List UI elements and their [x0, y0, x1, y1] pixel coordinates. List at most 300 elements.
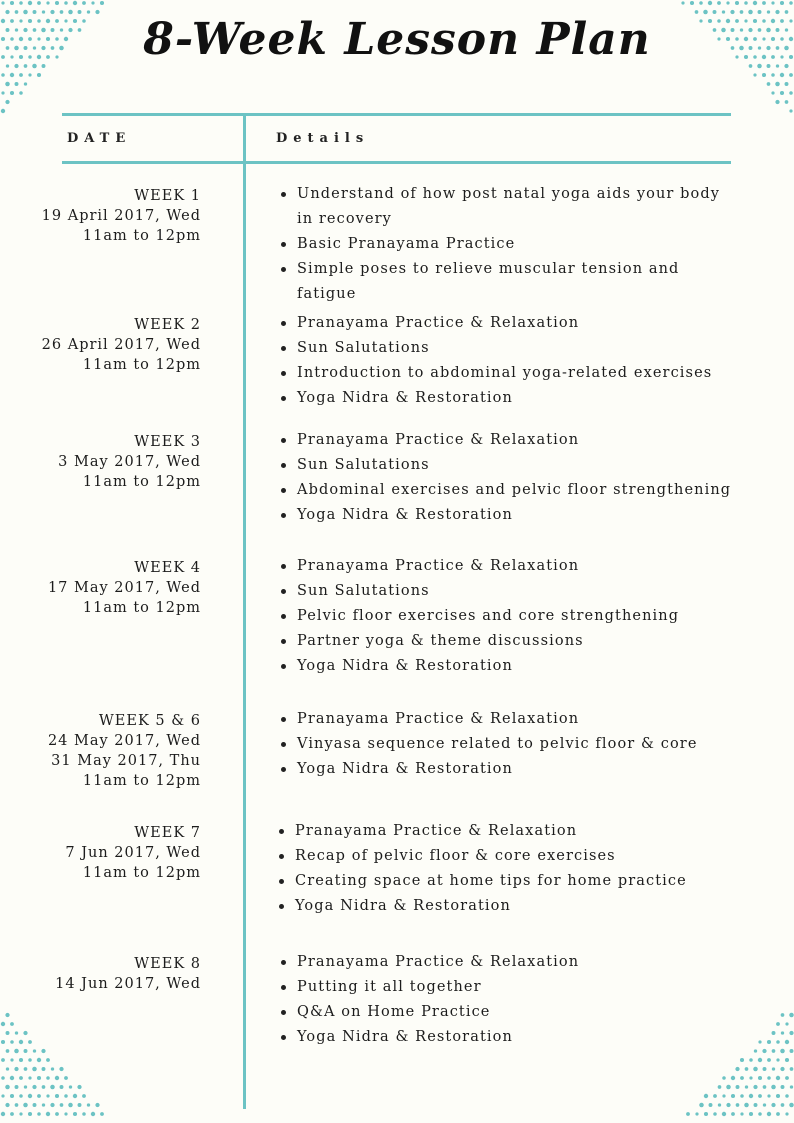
decor-dot — [46, 1, 49, 4]
week-4-date — [48, 558, 201, 618]
decor-dot — [735, 1067, 739, 1071]
decor-dot — [32, 64, 37, 69]
decor-dot — [699, 19, 702, 22]
decor-dot — [740, 1058, 744, 1062]
list-item: Sun Salutations — [276, 453, 736, 478]
list-item: Yoga Nidra & Restoration — [276, 757, 736, 782]
decor-dot — [744, 1103, 749, 1108]
decor-dot — [713, 1094, 717, 1098]
decor-dot — [1, 37, 5, 41]
decor-dot — [690, 1, 694, 5]
week-8-date — [55, 954, 201, 994]
decor-dot — [749, 1112, 753, 1116]
decor-dot — [24, 64, 28, 68]
week-5-6-details — [276, 707, 736, 782]
decor-dot — [789, 1031, 793, 1035]
list-item: Yoga Nidra & Restoration — [276, 503, 736, 528]
decor-dot — [739, 46, 744, 51]
list-item: Pranayama Practice & Relaxation — [276, 950, 736, 975]
decor-dot — [24, 1085, 27, 1088]
week-label: WEEK 5 & 6 — [98, 713, 201, 729]
decor-dot — [1, 1076, 5, 1080]
list-item: Abdominal exercises and pelvic floor strengthening — [276, 478, 736, 503]
decor-dot — [37, 1076, 41, 1080]
decor-dot — [731, 1094, 735, 1098]
details-column-header: Details — [276, 131, 370, 146]
decor-dot — [726, 19, 730, 23]
decor-dot — [46, 19, 50, 23]
decor-dot — [681, 1, 684, 4]
week-label: WEEK 4 — [134, 560, 201, 576]
decor-dot — [789, 1103, 794, 1108]
decor-dot — [95, 10, 99, 14]
decor-dot — [37, 1094, 41, 1098]
decor-dot — [686, 1112, 690, 1116]
header-top-rule — [62, 113, 731, 116]
decor-dot — [767, 1112, 771, 1116]
decor-dot — [32, 1085, 36, 1089]
decor-dot — [781, 1031, 784, 1034]
decor-dot — [41, 46, 45, 50]
decor-dot — [19, 37, 23, 41]
decor-dot — [46, 1094, 49, 1097]
decor-dot — [37, 55, 41, 59]
decor-dot — [771, 37, 775, 41]
decor-dot — [68, 28, 72, 32]
week-time: 11am to 12pm — [82, 773, 201, 789]
decor-dot — [749, 46, 753, 50]
decor-dot — [28, 73, 31, 76]
decor-dot — [28, 55, 32, 59]
decor-dot — [14, 46, 19, 51]
decor-dot — [762, 19, 766, 23]
week-1-details — [276, 182, 736, 307]
decor-dot — [785, 1058, 789, 1062]
decor-dot — [776, 1058, 779, 1061]
list-item: Yoga Nidra & Restoration — [276, 1025, 736, 1050]
decor-dot — [771, 1103, 775, 1107]
decor-dot — [42, 1085, 46, 1089]
decor-dot — [28, 1112, 32, 1116]
decor-dot — [790, 1067, 794, 1071]
decor-dot — [790, 1049, 794, 1053]
decor-dot — [740, 1076, 744, 1080]
decor-dot — [5, 1103, 9, 1107]
decor-dot — [51, 28, 55, 32]
week-1-date — [42, 186, 201, 246]
decor-dot — [731, 46, 735, 50]
decor-dot — [60, 28, 63, 31]
list-item: Partner yoga & theme discussions — [276, 629, 736, 654]
decor-dot — [740, 28, 743, 31]
decor-dot — [767, 82, 771, 86]
decor-dot — [1, 73, 5, 77]
list-item: Sun Salutations — [276, 579, 736, 604]
decor-dot — [776, 46, 780, 50]
decor-dot — [745, 1085, 748, 1088]
decor-dot — [14, 1049, 19, 1054]
decor-dot — [60, 10, 64, 14]
decor-dot — [780, 19, 784, 23]
decor-dot — [68, 1103, 73, 1108]
week-2-date — [42, 315, 201, 375]
decor-dot — [695, 1112, 698, 1115]
date-column-header: DATE — [67, 131, 132, 146]
decor-dot — [767, 1094, 770, 1097]
decor-dot — [5, 82, 10, 87]
decor-dot — [10, 37, 14, 41]
decor-dot — [59, 46, 64, 51]
decor-dot — [10, 19, 14, 23]
decor-dot — [1, 91, 4, 94]
decor-dot — [28, 1058, 32, 1062]
list-item: Pelvic floor exercises and core strengthening — [276, 604, 736, 629]
list-item: Pranayama Practice & Relaxation — [274, 819, 734, 844]
decor-dot — [19, 73, 23, 77]
decor-dot — [42, 64, 46, 68]
decor-dot — [713, 28, 717, 32]
week-time: 11am to 12pm — [82, 474, 201, 490]
decor-dot — [23, 28, 27, 32]
decor-dot — [771, 55, 775, 59]
decor-dot — [758, 1112, 762, 1116]
decor-dot — [763, 1085, 767, 1089]
decor-dot — [753, 1, 757, 5]
decor-dot — [757, 64, 762, 69]
decor-dot — [55, 1, 59, 5]
week-date: 14 Jun 2017, Wed — [55, 976, 201, 992]
decor-dot — [41, 28, 46, 33]
decor-dot — [23, 1031, 27, 1035]
decor-dot — [731, 1076, 735, 1080]
decor-dot — [709, 1103, 713, 1107]
decor-dot — [772, 1067, 775, 1070]
decor-dot — [19, 1094, 23, 1098]
decor-dot — [776, 28, 780, 32]
decor-dot — [753, 37, 757, 41]
decor-dot — [73, 19, 77, 23]
decor-dot — [37, 37, 40, 40]
decor-dot — [1, 1094, 4, 1097]
list-item: Basic Pranayama Practice — [276, 232, 736, 257]
decor-dot — [762, 73, 766, 77]
list-item: Yoga Nidra & Restoration — [274, 894, 734, 919]
decor-dot — [785, 100, 789, 104]
decor-dot — [100, 1112, 104, 1116]
decor-dot — [776, 1040, 780, 1044]
decor-dot — [785, 82, 789, 86]
decor-dot — [68, 10, 73, 15]
decor-dot — [19, 19, 22, 22]
column-divider — [243, 114, 246, 1109]
decor-dot — [82, 1, 86, 5]
decor-dot — [60, 1085, 64, 1089]
decor-dot — [744, 55, 748, 59]
decor-dot — [758, 1040, 761, 1043]
decor-dot — [46, 37, 50, 41]
decor-dot — [785, 1076, 789, 1080]
decor-dot — [722, 1112, 726, 1116]
decor-dot — [780, 1067, 784, 1071]
decor-dot — [780, 37, 784, 41]
list-item: Vinyasa sequence related to pelvic floor & core — [276, 732, 736, 757]
decor-dot — [735, 37, 739, 41]
decor-dot — [19, 1058, 23, 1062]
decor-dot — [60, 1103, 64, 1107]
decor-dot — [754, 1049, 757, 1052]
decor-dot — [1, 1058, 5, 1062]
decor-dot — [87, 10, 90, 13]
decor-dot — [730, 10, 734, 14]
decor-dot — [10, 55, 13, 58]
decor-dot — [37, 1058, 41, 1062]
decor-dot — [1, 109, 5, 113]
decor-dot — [776, 64, 779, 67]
list-item: Pranayama Practice & Relaxation — [276, 707, 736, 732]
decor-dot — [64, 19, 67, 22]
decor-dot — [14, 64, 18, 68]
decor-dot — [771, 1, 774, 4]
decor-dot — [722, 1076, 726, 1080]
decor-dot — [726, 1, 729, 4]
decor-dot — [762, 55, 766, 59]
decor-dot — [64, 37, 68, 41]
decor-dot — [731, 28, 735, 32]
week-time: 11am to 12pm — [82, 865, 201, 881]
decor-dot — [781, 1013, 785, 1017]
decor-dot — [763, 1103, 766, 1106]
decor-dot — [15, 1085, 19, 1089]
week-5-6-date — [48, 711, 201, 791]
decor-dot — [789, 73, 793, 77]
decor-dot — [15, 1031, 18, 1034]
decor-dot — [55, 37, 59, 41]
week-label: WEEK 2 — [134, 317, 201, 333]
decor-dot — [46, 1076, 50, 1080]
week-label: WEEK 1 — [134, 188, 201, 204]
decor-dot — [753, 1085, 757, 1089]
decor-dot — [767, 1076, 771, 1080]
decor-dot — [767, 1058, 771, 1062]
list-item: Introduction to abdominal yoga-related exercises — [276, 361, 736, 386]
decor-dot — [55, 55, 58, 58]
decor-dot — [721, 28, 726, 33]
decor-dot — [785, 1022, 788, 1025]
decor-dot — [744, 37, 748, 41]
decor-dot — [775, 82, 780, 87]
decor-dot — [37, 1112, 41, 1116]
decor-dot — [713, 10, 717, 14]
decor-dot — [10, 1, 14, 5]
decor-dot — [784, 64, 788, 68]
decor-dot — [41, 1049, 45, 1053]
decor-dot — [1, 1022, 5, 1026]
decor-dot — [740, 10, 744, 14]
decor-dot — [784, 46, 789, 51]
decor-dot — [23, 1103, 28, 1108]
decor-dot — [42, 1067, 46, 1071]
decor-dot — [718, 1103, 721, 1106]
decor-dot — [736, 1085, 740, 1089]
decor-dot — [15, 1103, 19, 1107]
decor-dot — [33, 1049, 36, 1052]
decor-dot — [785, 1040, 789, 1044]
decor-dot — [55, 1094, 59, 1098]
decor-dot — [753, 73, 756, 76]
list-item: Simple poses to relieve muscular tension and fatigue — [276, 257, 736, 307]
week-4-details — [276, 554, 736, 679]
decor-dot — [771, 1085, 776, 1090]
decor-dot — [28, 1040, 32, 1044]
decor-dot — [1, 1112, 5, 1116]
decor-dot — [748, 10, 753, 15]
decor-dot — [37, 1, 41, 5]
decor-dot — [82, 1112, 86, 1116]
decor-dot — [6, 1049, 10, 1053]
week-date: 31 May 2017, Thu — [51, 753, 201, 769]
week-3-details — [276, 428, 736, 528]
dots-bottom-left — [0, 1003, 120, 1123]
decor-dot — [28, 1094, 32, 1098]
decor-dot — [24, 1049, 28, 1053]
decor-dot — [748, 28, 752, 32]
decor-dot — [95, 1103, 99, 1107]
decor-dot — [1, 1, 4, 4]
decor-dot — [15, 28, 18, 31]
list-item: Understand of how post natal yoga aids your body in recovery — [276, 182, 736, 232]
decor-dot — [19, 1076, 23, 1080]
decor-dot — [73, 1094, 77, 1098]
decor-dot — [64, 1076, 68, 1080]
decor-dot — [789, 37, 793, 41]
decor-dot — [726, 37, 730, 41]
decor-dot — [762, 1, 766, 5]
decor-dot — [51, 46, 55, 50]
decor-dot — [6, 46, 10, 50]
decor-dot — [14, 1067, 18, 1071]
decor-dot — [6, 1067, 9, 1070]
decor-dot — [763, 1067, 767, 1071]
decor-dot — [73, 1, 77, 5]
decor-dot — [713, 1112, 717, 1116]
decor-dot — [785, 10, 789, 14]
list-item: Pranayama Practice & Relaxation — [276, 311, 736, 336]
decor-dot — [753, 55, 757, 59]
dots-top-right — [680, 0, 794, 120]
decor-dot — [776, 1112, 780, 1116]
decor-dot — [19, 1, 23, 5]
decor-dot — [775, 10, 779, 14]
list-item: Q&A on Home Practice — [276, 1000, 736, 1025]
decor-dot — [722, 1094, 725, 1097]
list-item: Pranayama Practice & Relaxation — [276, 428, 736, 453]
week-7-date — [65, 823, 201, 883]
decor-dot — [726, 1103, 730, 1107]
decor-dot — [717, 37, 720, 40]
decor-dot — [24, 82, 27, 85]
decor-dot — [37, 19, 41, 23]
decor-dot — [780, 91, 784, 95]
decor-dot — [749, 1076, 752, 1079]
header-bottom-rule — [62, 161, 731, 164]
decor-dot — [780, 1, 784, 5]
decor-dot — [78, 1103, 82, 1107]
decor-dot — [780, 1049, 785, 1054]
decor-dot — [10, 73, 14, 77]
list-item: Putting it all together — [276, 975, 736, 1000]
week-label: WEEK 8 — [134, 956, 201, 972]
decor-dot — [15, 10, 19, 14]
decor-dot — [766, 46, 770, 50]
decor-dot — [50, 1103, 54, 1107]
decor-dot — [780, 55, 783, 58]
decor-dot — [10, 1112, 14, 1116]
decor-dot — [735, 1, 739, 5]
decor-dot — [758, 1058, 762, 1062]
decor-dot — [19, 91, 23, 95]
decor-dot — [717, 19, 721, 23]
decor-dot — [42, 10, 45, 13]
decor-dot — [10, 1040, 14, 1044]
decor-dot — [42, 1103, 45, 1106]
decor-dot — [6, 64, 9, 67]
decor-dot — [704, 1094, 708, 1098]
decor-dot — [749, 64, 753, 68]
decor-dot — [771, 73, 775, 77]
week-date: 3 May 2017, Wed — [58, 454, 201, 470]
decor-dot — [772, 1031, 776, 1035]
decor-dot — [46, 1058, 50, 1062]
decor-dot — [776, 1094, 780, 1098]
week-label: WEEK 3 — [134, 434, 201, 450]
decor-dot — [91, 1112, 95, 1116]
list-item: Yoga Nidra & Restoration — [276, 654, 736, 679]
decor-dot — [1, 1040, 5, 1044]
decor-dot — [5, 100, 9, 104]
list-item: Recap of pelvic floor & core exercises — [274, 844, 734, 869]
decor-dot — [1, 55, 5, 59]
decor-dot — [740, 1112, 743, 1115]
decor-dot — [753, 19, 757, 23]
decor-dot — [33, 46, 36, 49]
decor-dot — [785, 28, 788, 31]
decor-dot — [33, 10, 37, 14]
decor-dot — [64, 1, 68, 5]
decor-dot — [708, 1, 712, 5]
decor-dot — [758, 28, 762, 32]
decor-dot — [46, 55, 50, 59]
week-3-date — [58, 432, 201, 492]
decor-dot — [771, 19, 775, 23]
decor-dot — [785, 1094, 789, 1098]
list-item: Pranayama Practice & Relaxation — [276, 554, 736, 579]
decor-dot — [749, 1094, 753, 1098]
decor-dot — [776, 1022, 780, 1026]
decor-dot — [100, 1, 104, 5]
decor-dot — [744, 1, 748, 5]
list-item: Sun Salutations — [276, 336, 736, 361]
decor-dot — [33, 28, 37, 32]
decor-dot — [735, 55, 738, 58]
decor-dot — [789, 1013, 794, 1018]
decor-dot — [762, 1049, 766, 1053]
decor-dot — [781, 1085, 785, 1089]
list-item: Creating space at home tips for home practice — [274, 869, 734, 894]
decor-dot — [754, 1103, 758, 1107]
decor-dot — [767, 10, 770, 13]
week-date: 19 April 2017, Wed — [41, 208, 201, 224]
decor-dot — [28, 37, 32, 41]
